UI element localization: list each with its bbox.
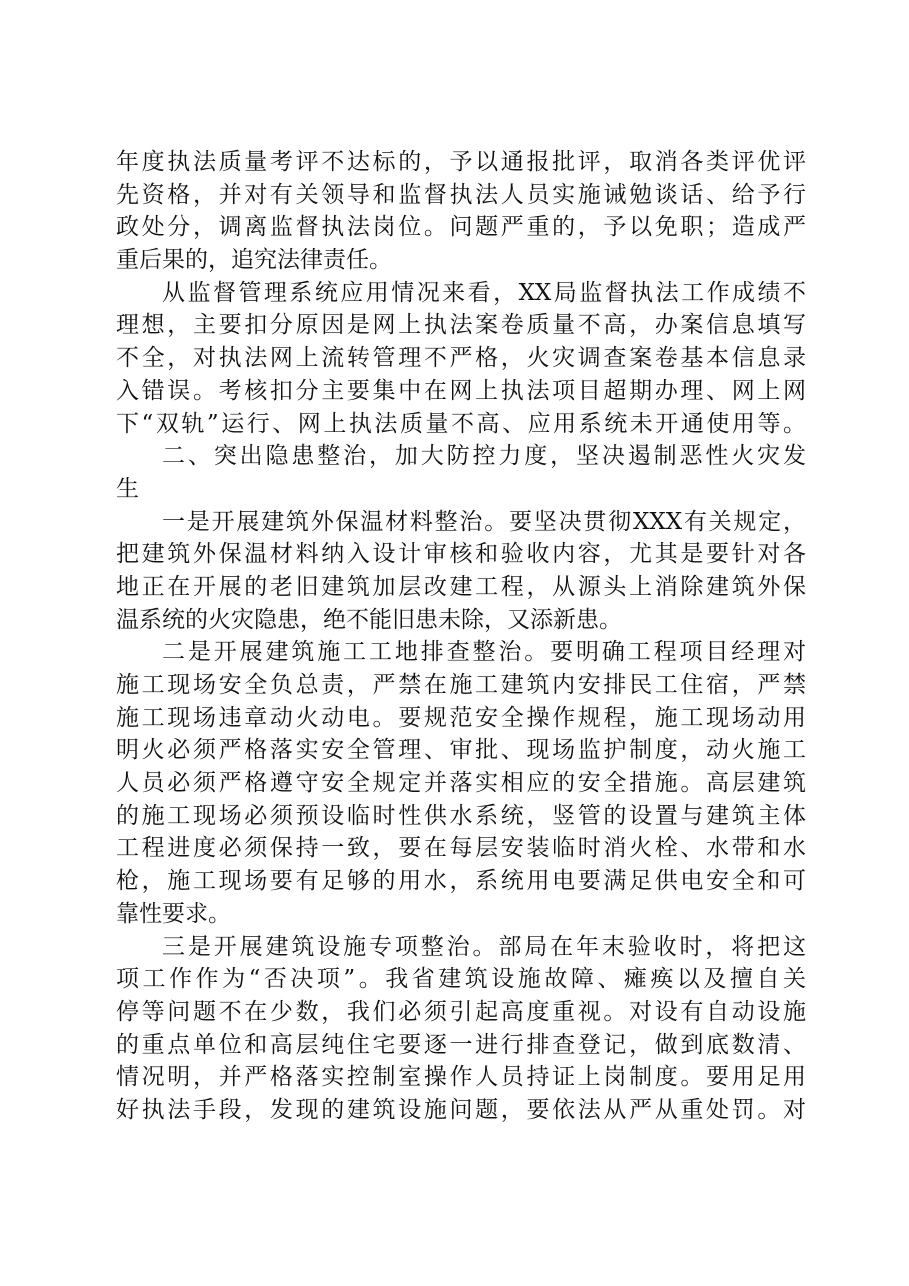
- text-line: 下“双轨”运行、网上执法质量不高、应用系统未开通使用等。: [116, 410, 806, 437]
- text-line: 靠性要求。: [116, 900, 231, 927]
- text-line: 情况明，并严格落实控制室操作人员持证上岗制度。要用足用: [116, 1064, 806, 1091]
- text-line: 从监督管理系统应用情况来看，XX局监督执法工作成绩不: [162, 279, 806, 306]
- text-line: 人员必须严格遵守安全规定并落实相应的安全措施。高层建筑: [116, 770, 806, 797]
- text-line: 一是开展建筑外保温材料整治。要坚决贯彻XXX有关规定，: [162, 508, 806, 535]
- text-line: 二是开展建筑施工工地排查整治。要明确工程项目经理对: [162, 639, 806, 666]
- text-line: 枪，施工现场要有足够的用水，系统用电要满足供电安全和可: [116, 868, 806, 895]
- text-line: 先资格，并对有关领导和监督执法人员实施诫勉谈话、给予行: [116, 181, 806, 208]
- text-line: 的施工现场必须预设临时性供水系统，竖管的设置与建筑主体: [116, 802, 806, 829]
- text-line: 明火必须严格落实安全管理、审批、现场监护制度，动火施工: [116, 737, 806, 764]
- text-line: 地正在开展的老旧建筑加层改建工程，从源头上消除建筑外保: [116, 573, 806, 600]
- text-line: 入错误。考核扣分主要集中在网上执法项目超期办理、网上网: [116, 377, 806, 404]
- text-line: 不全，对执法网上流转管理不严格，火灾调查案卷基本信息录: [116, 345, 806, 372]
- text-line: 三是开展建筑设施专项整治。部局在年末验收时，将把这: [162, 933, 806, 960]
- document-body: [116, 146, 806, 1127]
- text-line: 施工现场安全负总责，严禁在施工建筑内安排民工住宿，严禁: [116, 672, 806, 698]
- text-line: 停等问题不在少数，我们必须引起高度重视。对设有自动设施: [116, 998, 806, 1025]
- text-line: 的重点单位和高层纯住宅要逐一进行排查登记，做到底数清、: [116, 1031, 806, 1058]
- text-line: 政处分，调离监督执法岗位。问题严重的，予以免职；造成严: [116, 214, 806, 241]
- text-line: 施工现场违章动火动电。要规范安全操作规程，施工现场动用: [116, 704, 806, 731]
- text-line: 生: [116, 475, 139, 502]
- text-line: 把建筑外保温材料纳入设计审核和验收内容，尤其是要针对各: [116, 541, 806, 568]
- text-line: 好执法手段，发现的建筑设施问题，要依法从严从重处罚。对: [116, 1096, 806, 1123]
- text-line: 二、突出隐患整治，加大防控力度，坚决遏制恶性火灾发: [162, 443, 806, 470]
- text-line: 理想，主要扣分原因是网上执法案卷质量不高，办案信息填写: [116, 312, 806, 339]
- text-line: 项工作作为“否决项”。我省建筑设施故障、瘫痪以及擅自关: [116, 966, 806, 993]
- text-line: 温系统的火灾隐患，绝不能旧患未除，又添新患。: [116, 606, 622, 633]
- text-line: 年度执法质量考评不达标的，予以通报批评，取消各类评优评: [116, 149, 806, 175]
- text-line: 工程进度必须保持一致，要在每层安装临时消火栓、水带和水: [116, 835, 806, 862]
- text-line: 重后果的，追究法律责任。: [116, 247, 392, 274]
